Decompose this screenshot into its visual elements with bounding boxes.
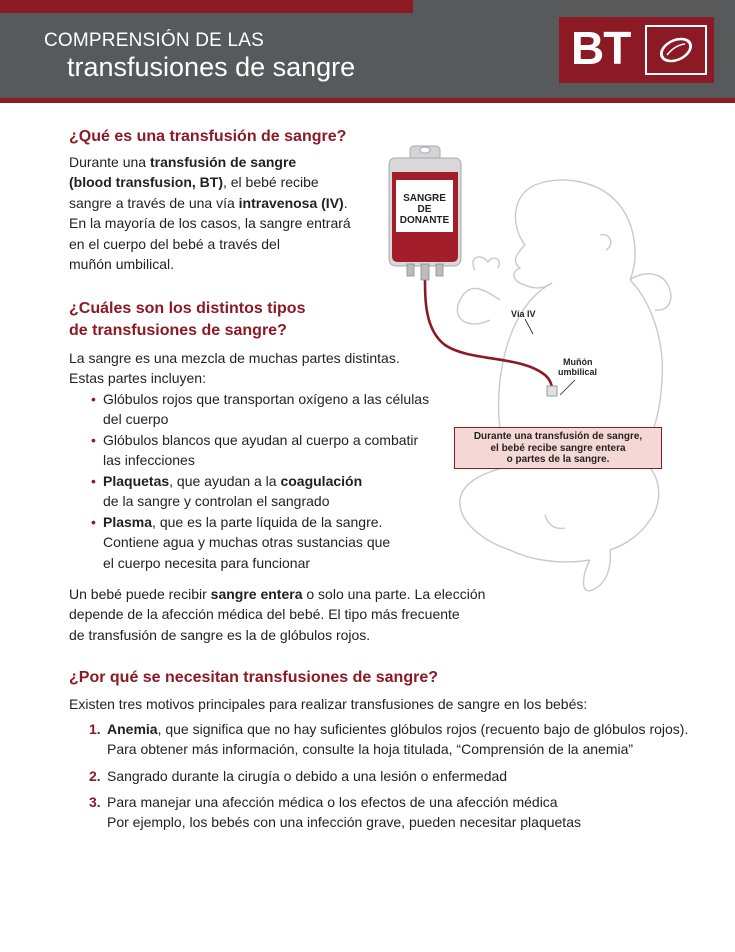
- text-line: [69, 254, 351, 274]
- text-run: de la sangre y controlan el sangrado: [103, 493, 330, 510]
- text-line: [107, 739, 688, 759]
- text-line: [69, 193, 351, 213]
- text-run: Contiene agua y muchas otras sustancias que: [103, 534, 391, 551]
- text-line: [103, 491, 362, 511]
- illustration-caption: [454, 427, 662, 469]
- reason-item: [107, 766, 507, 786]
- title-line-2: transfusiones de sangre: [67, 52, 356, 82]
- bold-term: sangre entera: [210, 586, 303, 602]
- text-run: , que es la parte líquida de la sangre.: [152, 514, 383, 530]
- text-run: , que ayudan a la: [169, 473, 281, 489]
- reason-number: 2.: [89, 768, 101, 784]
- text-line: [103, 532, 390, 552]
- section3-heading: ¿Por qué se necesitan transfusiones de sangre?: [69, 669, 438, 686]
- text-run: Por ejemplo, los bebés con una infección grave, pueden necesitar plaquetas: [107, 814, 581, 831]
- text-line: [107, 719, 688, 739]
- text-line: [107, 766, 507, 786]
- bt-logo: [559, 17, 714, 83]
- section2-intro: [69, 348, 400, 389]
- caption-line: o partes de la sangre.: [506, 454, 610, 465]
- text-run: en el cuerpo del bebé a través del: [69, 235, 280, 252]
- text-run: Sangrado durante la cirugía o debido a una lesión o enfermedad: [107, 768, 508, 784]
- iv-leader-line: [525, 319, 533, 334]
- bold-term: coagulación: [280, 473, 363, 489]
- text-line: [107, 812, 581, 832]
- stump-label-line-2: umbilical: [558, 367, 598, 377]
- section3-intro: Existen tres motivos principales para realizar transfusiones de sangre en los bebés:: [69, 696, 588, 712]
- text-run: Glóbulos rojos que transportan oxígeno a las células: [103, 391, 430, 407]
- text-run: , que significa que no hay suficientes glóbulos rojos (recuento bajo de glóbulos rojos).: [157, 721, 689, 737]
- transfusion-illustration: [380, 140, 690, 620]
- text-line: [103, 450, 418, 470]
- stump-label-line-1: Muñón: [563, 357, 593, 367]
- bag-label-line: DONANTE: [399, 215, 450, 226]
- header-accent-stripe: [0, 0, 413, 13]
- section2-heading-line-1: ¿Cuáles son los distintos tipos: [69, 300, 306, 317]
- bold-term: Plasma: [103, 514, 153, 530]
- text-run: Para obtener más información, consulte la hoja titulada, “Comprensión de la anemia”: [107, 741, 634, 758]
- text-run: depende de la afección médica del bebé. El tipo más frecuente: [69, 606, 460, 623]
- text-line: [69, 213, 351, 233]
- text-run: de transfusión de sangre es la de glóbulos rojos.: [69, 626, 371, 643]
- header-bottom-rule: [0, 98, 735, 103]
- bullet-item: [103, 512, 390, 573]
- stump-leader-line: [560, 380, 575, 395]
- bullet-item: [103, 471, 362, 512]
- title-line-1: COMPRENSIÓN DE LAS: [44, 30, 265, 51]
- caption-line: el bebé recibe sangre entera: [490, 442, 626, 454]
- text-run: Durante una: [69, 154, 150, 170]
- text-run: Un bebé puede recibir: [69, 586, 211, 602]
- text-run: del cuerpo: [103, 411, 169, 428]
- bold-term: Plaquetas: [103, 473, 170, 489]
- text-run: el cuerpo necesita para funcionar: [103, 554, 311, 571]
- text-line: [69, 172, 351, 192]
- caption-line: Durante una transfusión de sangre,: [473, 431, 643, 442]
- section1-body: [69, 152, 351, 274]
- bag-label-line: DE: [417, 204, 432, 215]
- blood-cell-icon: [645, 25, 707, 75]
- bold-term: intravenosa (IV): [238, 194, 344, 211]
- text-run: o solo una parte. La elección: [302, 586, 486, 602]
- reason-number: 3.: [89, 794, 101, 810]
- text-line: [107, 792, 581, 812]
- text-run: las infecciones: [103, 452, 195, 469]
- logo-text: BT: [571, 22, 631, 74]
- bold-term: transfusión de sangre: [149, 154, 297, 170]
- bullet-dot: •: [91, 514, 96, 530]
- text-line: [103, 430, 418, 450]
- reason-item: [107, 792, 581, 833]
- reason-item: [107, 719, 688, 760]
- bullet-dot: •: [91, 391, 96, 407]
- text-run: muñón umbilical.: [69, 255, 175, 272]
- section1-heading: ¿Qué es una transfusión de sangre?: [69, 128, 347, 145]
- text-run: Glóbulos blancos que ayudan al cuerpo a combatir: [103, 432, 419, 448]
- text-run: Para manejar una afección médica o los efectos de una afección médica: [107, 794, 558, 810]
- bullet-dot: •: [91, 432, 96, 448]
- text-line: [103, 553, 390, 573]
- text-line: [69, 625, 485, 645]
- section2-heading-line-2: de transfusiones de sangre?: [69, 322, 287, 339]
- text-line: [103, 512, 390, 532]
- text-line: [103, 471, 362, 491]
- bold-term: (blood transfusion, BT): [69, 174, 223, 191]
- text-run: .: [343, 194, 348, 211]
- umbilical-connector: [547, 386, 557, 396]
- bullet-item: [103, 430, 418, 471]
- text-run: , el bebé recibe: [222, 174, 319, 191]
- iv-label: Vía IV: [511, 309, 536, 319]
- text-run: sangre a través de una vía: [69, 194, 239, 211]
- reason-number: 1.: [89, 721, 101, 737]
- bold-term: Anemia: [107, 721, 158, 737]
- section2-intro-line: Estas partes incluyen:: [69, 370, 206, 387]
- bag-label-line: SANGRE: [403, 193, 446, 204]
- text-run: En la mayoría de los casos, la sangre entrará: [69, 215, 351, 232]
- text-line: [69, 152, 351, 172]
- bullet-dot: •: [91, 473, 96, 489]
- section2-intro-line: La sangre es una mezcla de muchas partes distintas.: [69, 350, 400, 366]
- baby-outline: [457, 180, 670, 591]
- text-line: [69, 234, 351, 254]
